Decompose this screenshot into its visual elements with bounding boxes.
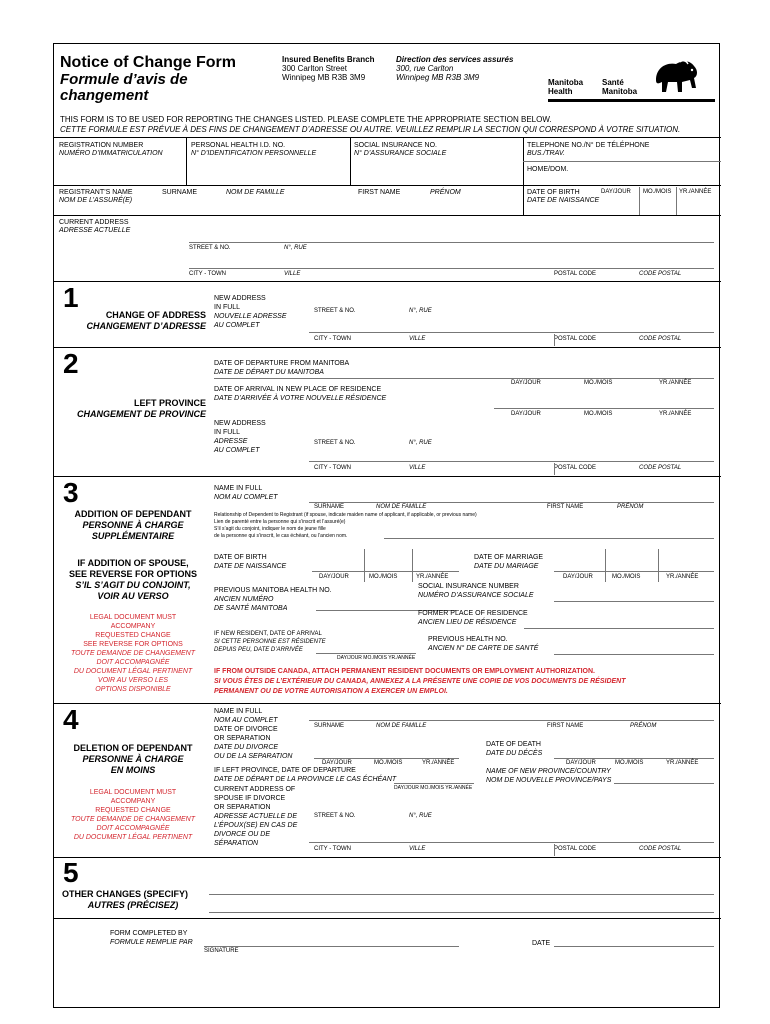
section-2-label-fr: CHANGEMENT DE PROVINCE xyxy=(76,409,206,419)
s3-legal-1: LEGAL DOCUMENT MUST xyxy=(89,614,177,621)
s3-legal-3: REQUESTED CHANGE xyxy=(95,632,171,639)
intro-text-en: THIS FORM IS TO BE USED FOR REPORTING THE CHANGES LISTED. PLEASE COMPLETE THE APPROPRIATE SECTION BELOW. xyxy=(60,115,552,124)
s4-legal-1: LEGAL DOCUMENT MUST xyxy=(89,789,177,796)
branch-street-en: 300 Carlton Street xyxy=(282,64,347,73)
s3-legal-5: TOUTE DEMANDE DE CHANGEMENT xyxy=(71,650,195,657)
branch-street-fr: 300, rue Carlton xyxy=(396,64,454,73)
section-4-label-1: DELETION OF DEPENDANT xyxy=(73,743,193,753)
s4-death-day: DAY/JOUR xyxy=(566,760,596,766)
s3-new-resident-2: SI CETTE PERSONNE EST RÉSIDENTE xyxy=(214,639,326,645)
s3-name-label: NAME IN FULL xyxy=(214,485,263,492)
s3-surname-label: SURNAME xyxy=(314,504,345,510)
intro-text-fr: CETTE FORMULE EST PRÉVUE À DES FINS DE CHANGEMENT D’ADRESSE OU AUTRE. VEUILLEZ REMPLIR LA SECTION QUI CORRESPOND À VOTRE SITUATION. xyxy=(60,125,681,134)
s4-ville-label: VILLE xyxy=(409,846,426,852)
s3-legal-7: DU DOCUMENT LÉGAL PERTINENT xyxy=(73,668,193,675)
phone-work-field[interactable] xyxy=(594,148,718,160)
notice-of-change-form xyxy=(53,43,720,1008)
s4-divorce-month: MO./MOIS xyxy=(374,760,403,766)
s2-arrival-date-field[interactable] xyxy=(494,394,714,407)
s3-arrival-date-field[interactable] xyxy=(316,638,416,652)
sin-label-fr: N° D’ASSURANCE SOCIALE xyxy=(354,150,447,157)
completed-by-label-fr: FORMULE REMPLIE PAR xyxy=(110,939,193,946)
s3-prev-health-label: PREVIOUS HEALTH NO. xyxy=(428,636,508,643)
registration-number-label: REGISTRATION NUMBER xyxy=(59,142,144,149)
section-1-label-fr: CHANGEMENT D’ADRESSE xyxy=(86,321,206,331)
logo-manitoba-en: Manitoba xyxy=(548,78,584,87)
s4-death-year: YR./ANNÉE xyxy=(666,760,699,766)
s3-dob-month: MO./MOIS xyxy=(369,574,398,580)
s2-depart-year: YR./ANNÉE xyxy=(659,380,692,386)
phone-work-label: BUS./TRAV. xyxy=(527,150,565,157)
branch-name-en: Insured Benefits Branch xyxy=(282,55,375,64)
registrant-name-field[interactable] xyxy=(162,199,522,213)
logo-health-en: Health xyxy=(548,87,573,96)
current-rue-label: N°, RUE xyxy=(284,245,307,251)
s4-nom-famille-label: NOM DE FAMILLE xyxy=(376,723,427,729)
current-ville-label: VILLE xyxy=(284,271,301,277)
s2-arrival-label-fr: DATE D’ARRIVÉE À VOTRE NOUVELLE RÉSIDENCE xyxy=(214,395,387,402)
section-2-number: 2 xyxy=(63,348,79,379)
s3-relationship-field[interactable] xyxy=(384,522,714,537)
phin-field[interactable] xyxy=(190,158,346,182)
s2-depart-month: MO./MOIS xyxy=(584,380,613,386)
s1-new-address-2: IN FULL xyxy=(214,304,241,311)
s3-legal-4: SEE REVERSE FOR OPTIONS xyxy=(83,641,183,648)
form-title-en: Notice of Change Form xyxy=(60,54,237,71)
s1-new-address-4: AU COMPLET xyxy=(214,322,260,329)
s1-new-address-field[interactable] xyxy=(309,316,714,331)
s3-name-field[interactable] xyxy=(309,484,714,501)
current-city-field[interactable] xyxy=(189,256,714,268)
s2-departure-label: DATE OF DEPARTURE FROM MANITOBA xyxy=(214,360,350,367)
phin-label-fr: N° D’IDENTIFICATION PERSONNELLE xyxy=(191,150,317,157)
other-changes-field[interactable] xyxy=(209,864,714,912)
s3-dob-day: DAY/JOUR xyxy=(319,574,349,580)
date-label: DATE xyxy=(532,940,551,947)
nom-de-famille-label: NOM DE FAMILLE xyxy=(226,189,285,196)
s3-former-residence-label: FORMER PLACE OF RESIDENCE xyxy=(418,610,528,617)
surname-label: SURNAME xyxy=(162,189,198,196)
s2-departure-label-fr: DATE DE DÉPART DU MANITOBA xyxy=(214,369,324,376)
s3-prev-mb-label-1: PREVIOUS MANITOBA HEALTH NO. xyxy=(214,587,332,594)
s3-dob-label: DATE OF BIRTH xyxy=(214,554,267,561)
branch-name-fr: Direction des services assurés xyxy=(396,55,514,64)
s3-prenom-label: PRÉNOM xyxy=(617,504,644,510)
spouse-note-2: SEE REVERSE FOR OPTIONS xyxy=(68,569,198,579)
logo-rule xyxy=(548,99,715,102)
logo-manitoba-fr: Manitoba xyxy=(602,87,638,96)
section-4-label-3: EN MOINS xyxy=(110,765,156,775)
s3-legal-9: OPTIONS DISPONIBLE xyxy=(95,686,171,693)
s2-new-address-4: AU COMPLET xyxy=(214,447,260,454)
spouse-note-3: S’IL S’AGIT DU CONJOINT, xyxy=(75,580,191,590)
registrant-name-label-fr: NOM DE L’ASSURÉ(E) xyxy=(59,197,133,204)
current-city-label: CITY - TOWN xyxy=(189,271,227,277)
s4-city-label: CITY - TOWN xyxy=(314,846,352,852)
s2-arrival-day: DAY/JOUR xyxy=(511,411,541,417)
s4-departure-date-field[interactable] xyxy=(394,769,474,782)
s4-departure-dmy: DAY/JOUR MO./MOIS YR./ANNÉE xyxy=(394,785,473,791)
s1-new-address-1: NEW ADDRESS xyxy=(214,295,266,302)
dob-month-label: MO./MOIS xyxy=(643,189,672,195)
s4-death-date-field[interactable] xyxy=(554,744,714,757)
s3-marriage-field[interactable] xyxy=(554,552,714,570)
s3-marriage-day: DAY/JOUR xyxy=(563,574,593,580)
s3-marriage-label: DATE OF MARRIAGE xyxy=(474,554,544,561)
current-address-field[interactable] xyxy=(189,230,714,242)
s3-sin-label: SOCIAL INSURANCE NUMBER xyxy=(418,583,519,590)
section-4-number: 4 xyxy=(63,704,79,735)
s4-current-4: ADRESSE ACTUELLE DE xyxy=(214,813,297,820)
s3-former-residence-label-fr: ANCIEN LIEU DE RÉSIDENCE xyxy=(418,619,517,626)
s3-sin-label-fr: NUMÉRO D’ASSURANCE SOCIALE xyxy=(418,592,534,599)
s1-postal-label: POSTAL CODE xyxy=(554,336,597,342)
phone-home-label: HOME/DOM. xyxy=(527,166,569,173)
registrant-name-label: REGISTRANT’S NAME xyxy=(59,189,133,196)
s4-divorce-1: DATE OF DIVORCE xyxy=(214,726,278,733)
s3-prev-mb-label-3: DE SANTÉ MANITOBA xyxy=(214,605,288,612)
s4-street-label: STREET & NO. xyxy=(314,813,356,819)
s1-city-label: CITY - TOWN xyxy=(314,336,352,342)
section-5-number: 5 xyxy=(63,857,79,888)
completed-by-label: FORM COMPLETED BY xyxy=(110,930,188,937)
s4-legal-6: DU DOCUMENT LÉGAL PERTINENT xyxy=(73,834,193,841)
s4-legal-5: DOIT ACCOMPAGNÉE xyxy=(96,825,170,832)
s2-new-address-field[interactable] xyxy=(309,447,714,460)
s3-marriage-year: YR./ANNÉE xyxy=(666,574,699,580)
prenom-label: PRÉNOM xyxy=(430,189,461,196)
section-1-label: CHANGE OF ADDRESS xyxy=(105,310,206,320)
form-title-fr-2: changement xyxy=(60,87,149,104)
s2-new-address-2: IN FULL xyxy=(214,429,241,436)
s1-new-address-3: NOUVELLE ADRESSE xyxy=(214,313,287,320)
s2-arrival-year: YR./ANNÉE xyxy=(659,411,692,417)
current-address-label-fr: ADRESSE ACTUELLE xyxy=(59,227,131,234)
current-postal-label: POSTAL CODE xyxy=(554,271,597,277)
s3-nom-famille-label: NOM DE FAMILLE xyxy=(376,504,427,510)
dob-day-label: DAY/JOUR xyxy=(601,189,631,195)
s3-dob-label-fr: DATE DE NAISSANCE xyxy=(214,563,287,570)
s4-divorce-3: DATE DU DIVORCE xyxy=(214,744,279,751)
s3-relationship-1: Relationship of Dependent to Registrant (if spouse, indicate maiden name of applicant, if applicable, or previous name) xyxy=(214,512,477,518)
s4-legal-2: ACCOMPANY xyxy=(110,798,156,805)
s4-current-1: CURRENT ADDRESS OF xyxy=(214,786,296,793)
s4-death-month: MO./MOIS xyxy=(615,760,644,766)
s4-current-7: SÉPARATION xyxy=(214,840,259,847)
s2-city-label: CITY - TOWN xyxy=(314,465,352,471)
current-street-label: STREET & NO. xyxy=(189,245,231,251)
phone-label: TELEPHONE NO./N° DE TÉLÉPHONE xyxy=(527,142,650,149)
registration-number-field[interactable] xyxy=(58,158,182,182)
s3-relationship-4: de la personne qui s’inscrit, le cas échéant, ou l’ancien nom. xyxy=(214,533,348,539)
dob-label: DATE OF BIRTH xyxy=(527,189,580,196)
s3-legal-8: VOIR AU VERSO LES xyxy=(97,677,169,684)
current-address-label: CURRENT ADDRESS xyxy=(59,219,129,226)
s1-street-label: STREET & NO. xyxy=(314,308,356,314)
s4-divorce-year: YR./ANNÉE xyxy=(422,760,455,766)
s2-code-postal-label: CODE POSTAL xyxy=(639,465,682,471)
s3-outside-canada-3: PERMANENT OU DE VOTRE AUTORISATION A EXERCER UN EMPLOI. xyxy=(214,688,448,695)
s3-new-resident-1: IF NEW RESIDENT, DATE OF ARRIVAL xyxy=(214,631,322,637)
logo-sante-fr: Santé xyxy=(602,78,624,87)
s2-postal-label: POSTAL CODE xyxy=(554,465,597,471)
s3-marriage-month: MO./MOIS xyxy=(612,574,641,580)
s4-left-province-1: IF LEFT PROVINCE, DATE OF DEPARTURE xyxy=(214,767,356,774)
s4-spouse-address-field[interactable] xyxy=(309,821,714,841)
s3-first-name-label: FIRST NAME xyxy=(547,504,584,510)
s4-legal-4: TOUTE DEMANDE DE CHANGEMENT xyxy=(71,816,195,823)
s3-dob-year: YR./ANNÉE xyxy=(416,574,449,580)
s3-marriage-label-fr: DATE DU MARIAGE xyxy=(474,563,539,570)
s4-divorce-4: OU DE LA SEPARATION xyxy=(214,753,293,760)
s3-prev-mb-label-2: ANCIEN NUMÉRO xyxy=(214,596,274,603)
s2-new-address-1: NEW ADDRESS xyxy=(214,420,266,427)
s3-sin-field[interactable] xyxy=(554,584,714,600)
s4-first-name-label: FIRST NAME xyxy=(547,723,584,729)
section-5-label-fr: AUTRES (PRÉCISEZ) xyxy=(87,900,179,910)
s3-legal-2: ACCOMPANY xyxy=(110,623,156,630)
s4-new-province-2: NOM DE NOUVELLE PROVINCE/PAYS xyxy=(486,777,612,784)
section-1-number: 1 xyxy=(63,282,79,313)
section-3-number: 3 xyxy=(63,477,79,508)
section-2-label: LEFT PROVINCE xyxy=(133,398,206,408)
current-code-postal-label: CODE POSTAL xyxy=(639,271,682,277)
bison-icon xyxy=(652,58,700,96)
s3-outside-canada-1: IF FROM OUTSIDE CANADA, ATTACH PERMANENT RESIDENT DOCUMENTS OR EMPLOYMENT AUTHORIZATION. xyxy=(214,668,595,675)
dob-label-fr: DATE DE NAISSANCE xyxy=(527,197,600,204)
s4-current-3: OR SEPARATION xyxy=(214,804,271,811)
s3-arrival-dmy: DAY/JOUR MO./MOIS YR./ANNÉE xyxy=(337,655,416,661)
section-3-label-2: PERSONNE À CHARGE xyxy=(82,520,184,530)
s2-departure-date-field[interactable] xyxy=(494,364,714,377)
s4-current-6: DIVORCE OU DE xyxy=(214,831,271,838)
s4-divorce-2: OR SEPARATION xyxy=(214,735,271,742)
s4-name-label-fr: NOM AU COMPLET xyxy=(214,717,278,724)
s2-depart-day: DAY/JOUR xyxy=(511,380,541,386)
s2-arrival-month: MO./MOIS xyxy=(584,411,613,417)
s4-current-5: L’ÉPOUX(SE) EN CAS DE xyxy=(214,822,298,829)
s4-death-label: DATE OF DEATH xyxy=(486,741,541,748)
s4-divorce-date-field[interactable] xyxy=(314,744,459,757)
s3-legal-6: DOIT ACCOMPAGNÉE xyxy=(96,659,170,666)
s3-prev-health-field[interactable] xyxy=(554,638,714,653)
sin-label: SOCIAL INSURANCE NO. xyxy=(354,142,437,149)
phin-label: PERSONAL HEALTH I.D. NO. xyxy=(191,142,286,149)
registration-number-label-fr: NUMÉRO D’IMMATRICULATION xyxy=(59,150,163,157)
branch-city-en: Winnipeg MB R3B 3M9 xyxy=(282,73,366,82)
s4-legal-3: REQUESTED CHANGE xyxy=(95,807,171,814)
s1-rue-label: N°, RUE xyxy=(409,308,432,314)
phone-home-field[interactable] xyxy=(574,168,718,182)
s2-street-label: STREET & NO. xyxy=(314,440,356,446)
s4-postal-label: POSTAL CODE xyxy=(554,846,597,852)
s2-rue-label: N°, RUE xyxy=(409,440,432,446)
s4-left-province-2: DATE DE DÉPART DE LA PROVINCE LE CAS ÉCHÉANT xyxy=(214,776,397,783)
signature-field[interactable] xyxy=(204,929,459,945)
s2-ville-label: VILLE xyxy=(409,465,426,471)
s3-relationship-2: Lien de parenté entre la personne qui s’inscrit et l’assuré(e) xyxy=(214,519,346,525)
spouse-note-4: VOIR AU VERSO xyxy=(97,591,169,601)
signature-label: SIGNATURE xyxy=(204,948,239,954)
s2-new-address-3: ADRESSE xyxy=(214,438,248,445)
s3-new-resident-3: DEPUIS PEU, DATE D’ARRIVÉE xyxy=(214,647,303,653)
form-title-fr-1: Formule d’avis de xyxy=(60,71,188,88)
s4-prenom-label: PRÉNOM xyxy=(630,723,657,729)
section-4-label-2: PERSONNE À CHARGE xyxy=(82,754,184,764)
section-3-label-1: ADDITION OF DEPENDANT xyxy=(74,509,192,519)
s4-death-label-fr: DATE DU DÉCÈS xyxy=(486,750,543,757)
s4-name-field[interactable] xyxy=(309,706,714,719)
s3-outside-canada-2: SI VOUS ÊTES DE L’EXTÉRIEUR DU CANADA, ANNEXEZ A LA PRÉSENTE UNE COPIE DE VOS DOCUMENTS DE RÉSIDENT xyxy=(214,678,626,685)
date-field[interactable] xyxy=(554,929,714,945)
section-3-label-3: SUPPLÉMENTAIRE xyxy=(91,531,175,541)
first-name-label: FIRST NAME xyxy=(358,189,401,196)
s3-dob-field[interactable] xyxy=(312,552,459,570)
s3-relationship-3: S’il s’agit du conjoint, indiquer le nom de jeune fille xyxy=(214,526,326,532)
s4-code-postal-label: CODE POSTAL xyxy=(639,846,682,852)
branch-city-fr: Winnipeg MB R3B 3M9 xyxy=(396,73,480,82)
s4-rue-label: N°, RUE xyxy=(409,813,432,819)
s3-former-residence-field[interactable] xyxy=(524,611,714,627)
dob-year-label: YR./ANNÉE xyxy=(679,189,712,195)
sin-field[interactable] xyxy=(354,158,519,182)
dob-field[interactable] xyxy=(599,199,717,213)
s3-prev-health-label-fr: ANCIEN N° DE CARTE DE SANTÉ xyxy=(428,645,539,652)
s4-surname-label: SURNAME xyxy=(314,723,345,729)
section-5-label: OTHER CHANGES (SPECIFY) xyxy=(62,889,189,899)
s3-name-label-fr: NOM AU COMPLET xyxy=(214,494,278,501)
spouse-note-1: IF ADDITION OF SPOUSE, xyxy=(77,558,189,568)
s1-code-postal-label: CODE POSTAL xyxy=(639,336,682,342)
s2-arrival-label: DATE OF ARRIVAL IN NEW PLACE OF RESIDENCE xyxy=(214,386,382,393)
s4-divorce-day: DAY/JOUR xyxy=(322,760,352,766)
s4-new-province-1: NAME OF NEW PROVINCE/COUNTRY xyxy=(486,768,611,775)
s4-new-province-field[interactable] xyxy=(614,769,714,782)
s4-current-2: SPOUSE IF DIVORCE xyxy=(214,795,286,802)
s1-ville-label: VILLE xyxy=(409,336,426,342)
s4-name-label: NAME IN FULL xyxy=(214,708,263,715)
